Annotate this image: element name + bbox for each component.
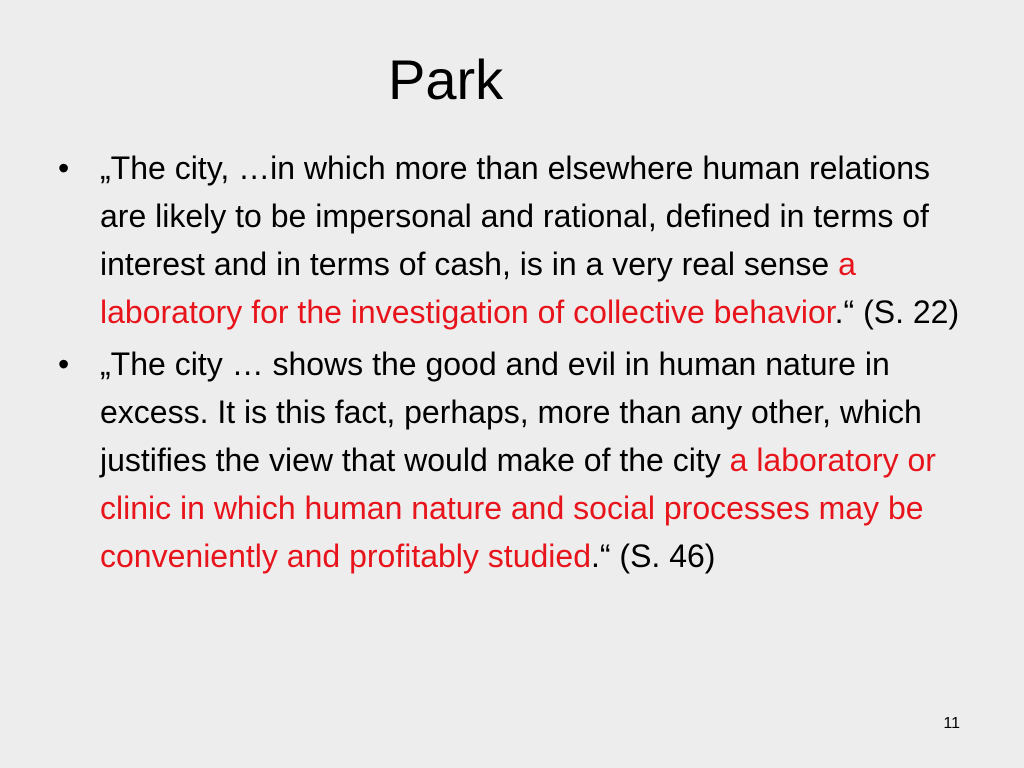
quote-citation: .“ (S. 46)	[590, 538, 716, 574]
quote-text-before: „The city … shows the good and evil in human nature in excess. It is this fact, perhaps, more than any other, which justifies the view that would make of the city	[100, 346, 922, 478]
quote-text-before: „The city, …in which more than elsewhere human relations are likely to be impersonal and rational, defined in terms of interest and in terms of cash, is in a very real sense	[100, 150, 930, 282]
quote-highlight: a laboratory or clinic in which human nature and social processes may be conveniently and profitably studied	[100, 442, 936, 574]
quote-citation: .“ (S. 22)	[834, 294, 960, 330]
bullet-marker-icon: •	[58, 150, 70, 186]
slide-title: Park	[388, 48, 504, 111]
bullet-list	[58, 144, 970, 584]
page-number: 11	[943, 715, 960, 732]
quote-highlight: a laboratory for the investigation of collective behavior	[100, 246, 856, 330]
bullet-item-2	[58, 340, 970, 580]
bullet-marker-icon: •	[58, 346, 70, 382]
bullet-item-1	[58, 144, 970, 336]
